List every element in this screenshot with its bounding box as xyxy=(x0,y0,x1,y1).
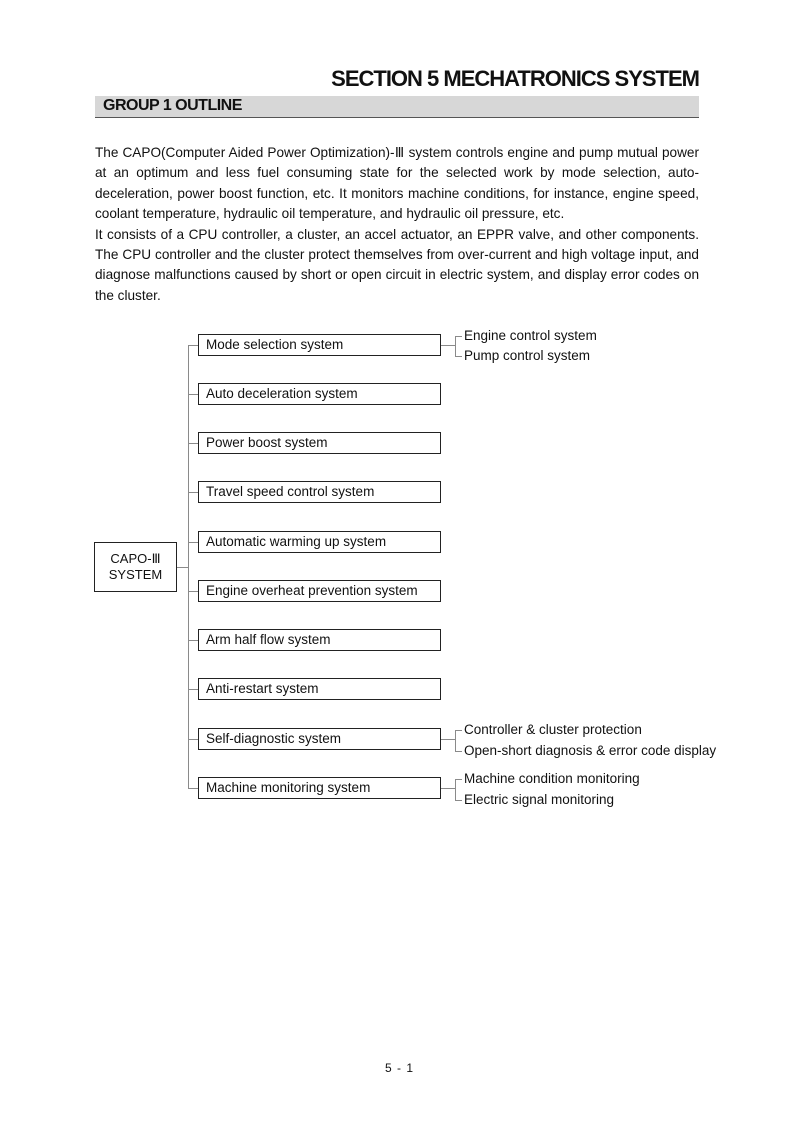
branch-line xyxy=(188,542,198,543)
open-short-diagnosis-label: Open-short diagnosis & error code display xyxy=(464,743,717,758)
sub-tick xyxy=(455,730,462,731)
components-paragraph: It consists of a CPU controller, a cluster, an accel actuator, an EPPR valve, and other components. The CPU controller and the cluster protect themselves from over-current and high voltage input, and diagnose malfunctions caused by short or open circuit in electric system, and display error codes on the cluster. xyxy=(95,226,699,303)
branch-line xyxy=(188,394,198,395)
page-number: 5 - 1 xyxy=(385,1061,415,1075)
branch-line xyxy=(188,739,198,740)
capo-system-box xyxy=(94,542,177,592)
root-connector xyxy=(177,567,188,568)
branch-line xyxy=(188,689,198,690)
arm-half-flow-system-box: Arm half flow system xyxy=(198,629,441,651)
electric-signal-monitoring-label: Electric signal monitoring xyxy=(464,792,615,807)
machine-monitoring-system-box: Machine monitoring system xyxy=(198,777,441,799)
sub-tick xyxy=(455,779,462,780)
section-title: SECTION 5 MECHATRONICS SYSTEM xyxy=(331,66,699,91)
branch-line xyxy=(188,788,198,789)
pump-control-system-label: Pump control system xyxy=(464,348,591,363)
sub-connector xyxy=(441,345,455,346)
sub-tick xyxy=(455,800,462,801)
sub-tick xyxy=(455,336,462,337)
travel-speed-control-system-box: Travel speed control system xyxy=(198,481,441,503)
sub-bracket xyxy=(455,779,456,800)
sub-tick xyxy=(455,356,462,357)
anti-restart-system-box: Anti-restart system xyxy=(198,678,441,700)
root-label-line1: CAPO-Ⅲ xyxy=(110,551,161,566)
sub-bracket xyxy=(455,730,456,751)
self-diagnostic-system-box: Self-diagnostic system xyxy=(198,728,441,750)
trunk-line xyxy=(188,345,189,789)
automatic-warming-up-system-box: Automatic warming up system xyxy=(198,531,441,553)
engine-overheat-prevention-system-box: Engine overheat prevention system xyxy=(198,580,441,602)
power-boost-system-box: Power boost system xyxy=(198,432,441,454)
branch-line xyxy=(188,640,198,641)
controller-cluster-protection-label: Controller & cluster protection xyxy=(464,722,642,737)
engine-control-system-label: Engine control system xyxy=(464,328,597,343)
branch-line xyxy=(188,591,198,592)
sub-connector xyxy=(441,788,455,789)
auto-deceleration-system-box: Auto deceleration system xyxy=(198,383,441,405)
intro-paragraph: The CAPO(Computer Aided Power Optimization)-Ⅲ system controls engine and pump mutual power at an optimum and less fuel consuming state for the selected work by mode selection, auto-deceleration, power boost function, etc. It monitors machine conditions, for instance, engine speed, coolant temperature, hydraulic oil temperature, and hydraulic oil pressure, etc. xyxy=(95,145,699,222)
machine-condition-monitoring-label: Machine condition monitoring xyxy=(464,771,640,786)
sub-connector xyxy=(441,739,455,740)
branch-line xyxy=(188,492,198,493)
sub-bracket xyxy=(455,336,456,356)
sub-tick xyxy=(455,751,462,752)
root-label-line2: SYSTEM xyxy=(108,567,163,582)
group-title: GROUP 1 OUTLINE xyxy=(103,97,242,114)
branch-line xyxy=(188,345,198,346)
branch-line xyxy=(188,443,198,444)
mode-selection-system-box: Mode selection system xyxy=(198,334,441,356)
